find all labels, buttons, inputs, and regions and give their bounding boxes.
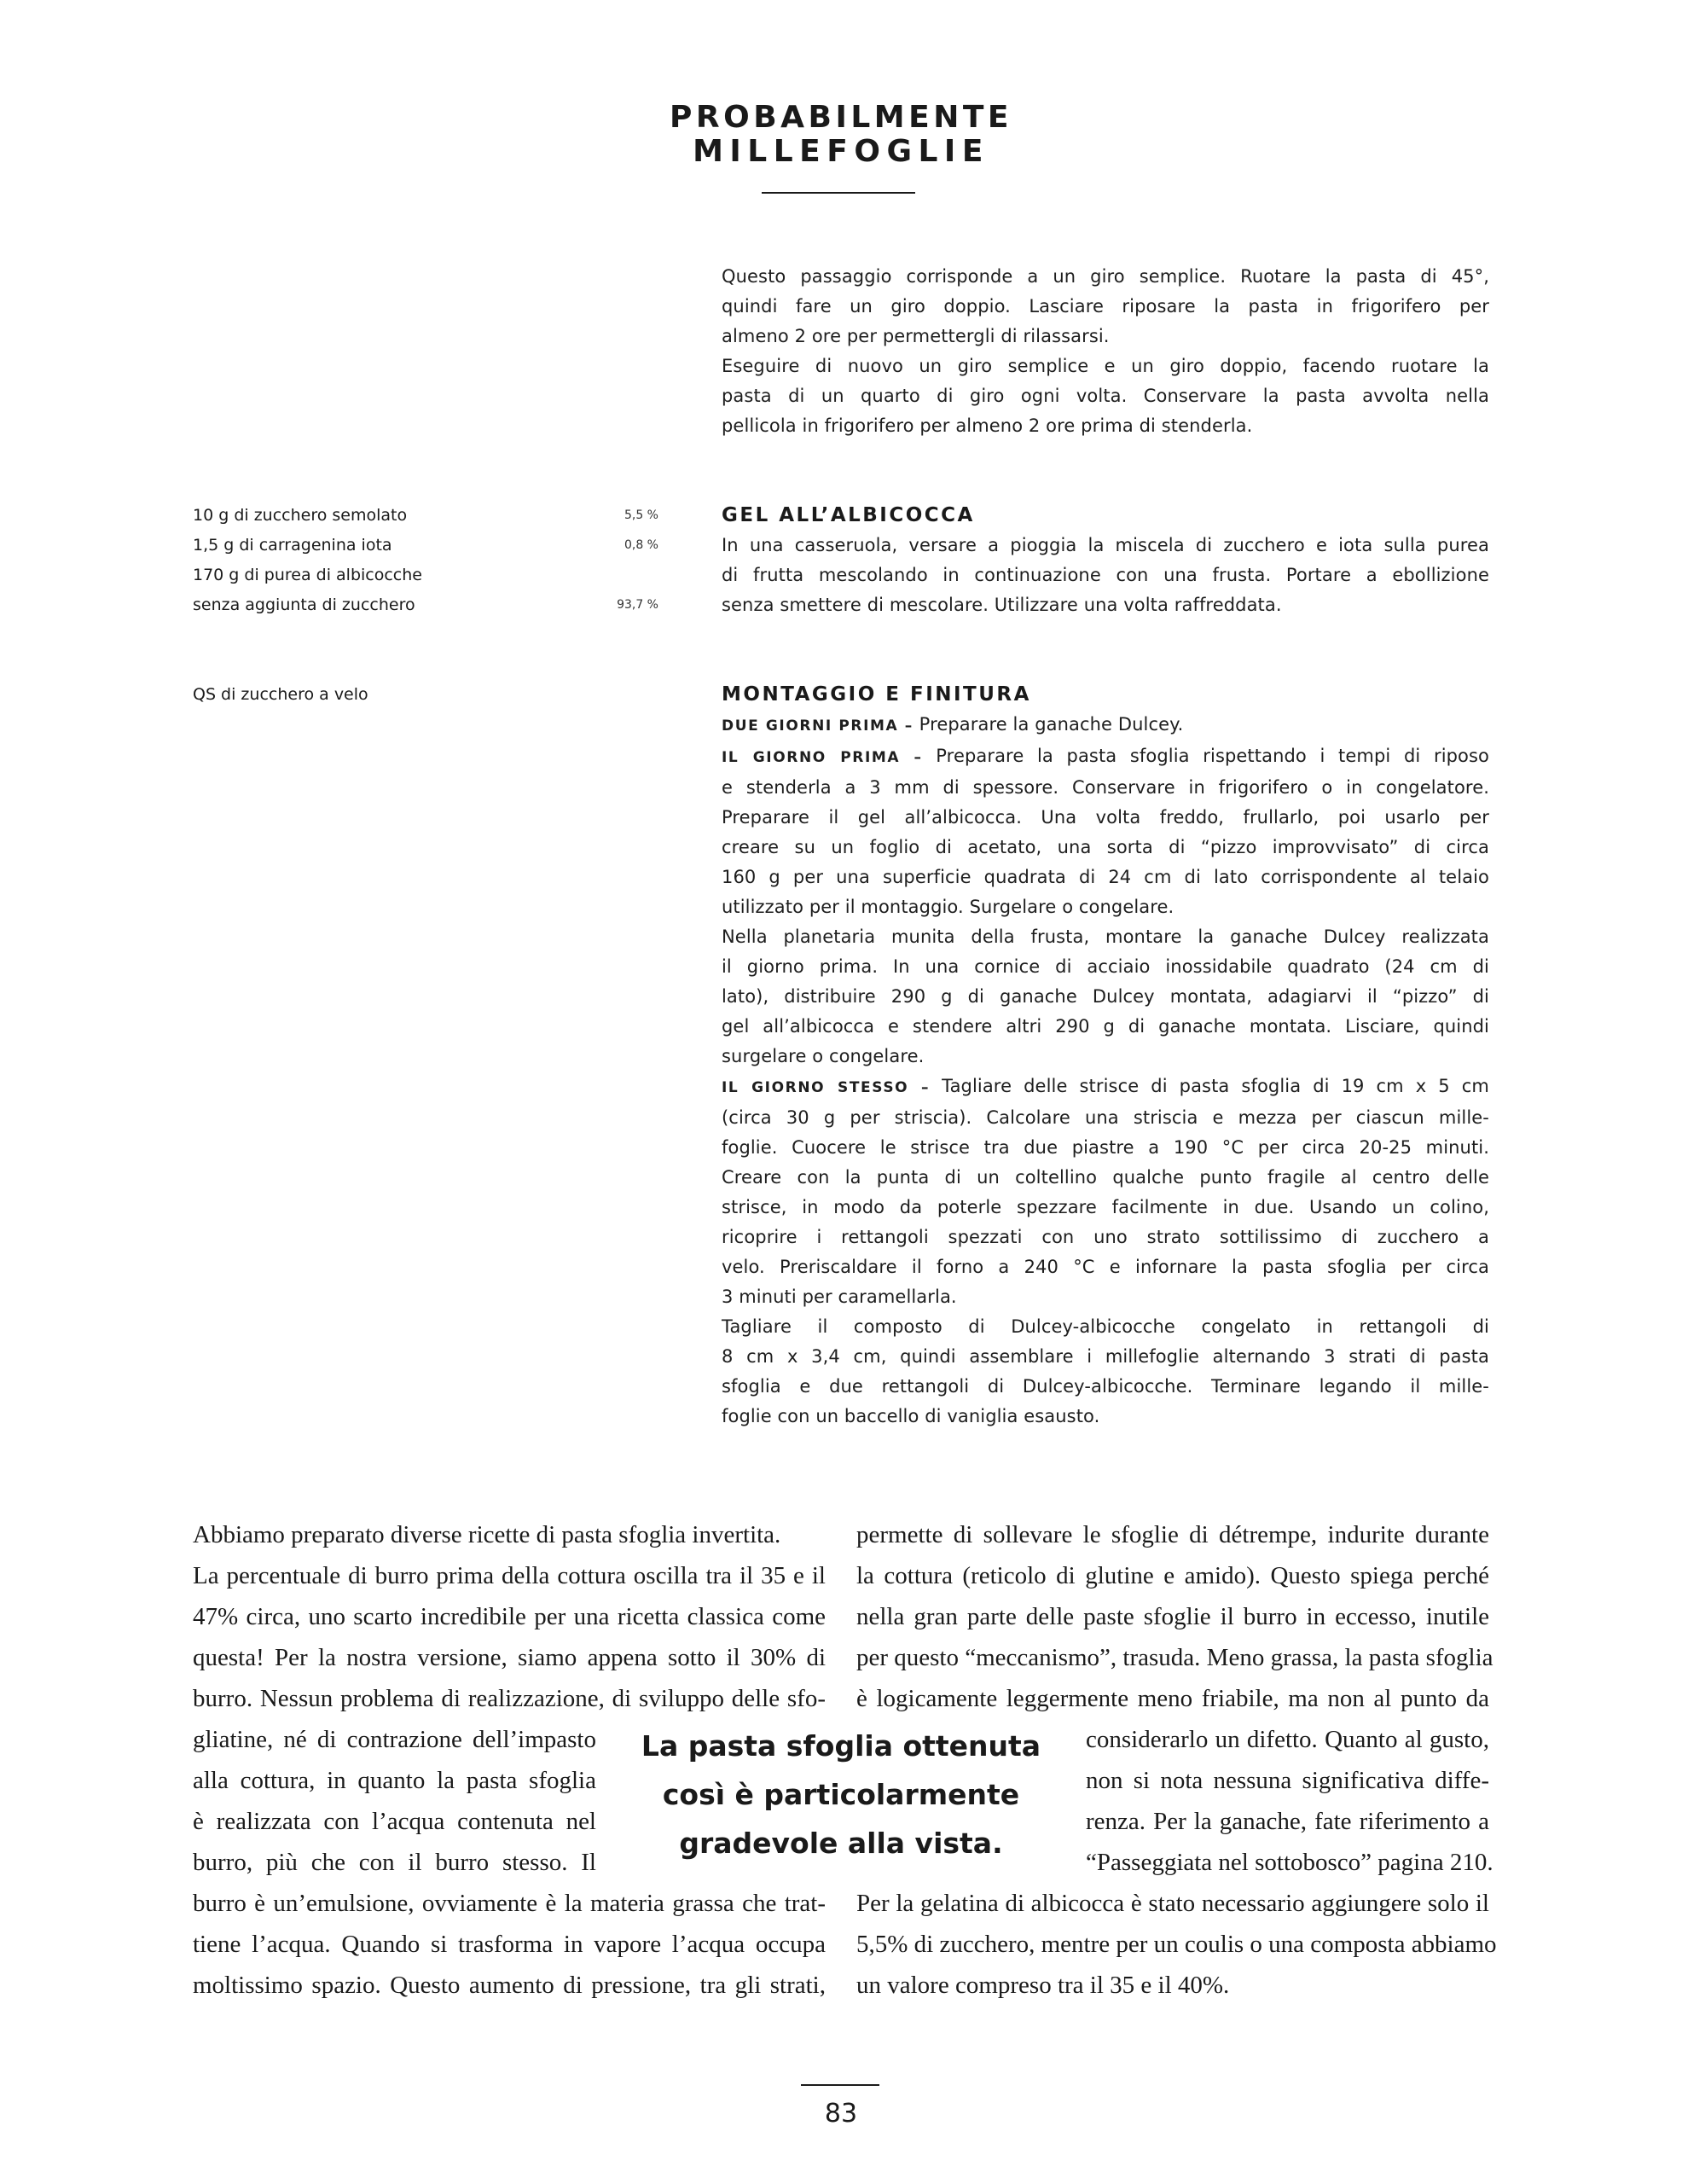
title-line-1: PROBABILMENTE: [670, 100, 1012, 135]
montaggio-ingredients: [193, 680, 658, 710]
essay-line: gliatine, né di contrazione dell’impasto: [193, 1726, 596, 1753]
step-line: [722, 741, 1489, 773]
step-line: creare su un foglio di acetato, una sorta di “pizzo improvvisato” di circa: [722, 837, 1489, 857]
step-line: ricoprire i rettangoli spezzati con uno strato sottilissimo di zucchero a: [722, 1227, 1489, 1247]
essay-line: un valore compreso tra il 35 e il 40%.: [856, 1972, 1230, 1999]
essay-right-mid: [1086, 1719, 1494, 1883]
step-line: [722, 710, 1489, 741]
essay-left-top: [193, 1514, 826, 1719]
essay-line: 5,5% di zucchero, mentre per un coulis o una composta abbiamo: [856, 1931, 1497, 1958]
title-line-2: MILLEFOGLIE: [693, 134, 989, 169]
page-title: [0, 101, 1682, 169]
step-line: utilizzato per il montaggio. Surgelare o congelare.: [722, 897, 1174, 917]
step-text: Preparare la ganache Dulcey.: [913, 714, 1184, 735]
essay-line: alla cottura, in quanto la pasta sfoglia: [193, 1767, 596, 1794]
essay-right-top: [856, 1514, 1494, 1719]
essay-line: questa! Per la nostra versione, siamo appena sotto il 30% di: [193, 1644, 826, 1671]
step-line: Tagliare il composto di Dulcey-albicocche congelato in rettangoli di: [722, 1316, 1489, 1337]
essay-line: burro, più che con il burro stesso. Il: [193, 1849, 596, 1876]
gel-line: In una casseruola, versare a pioggia la miscela di zucchero e iota sulla purea: [722, 535, 1489, 555]
essay-line: nella gran parte delle paste sfoglie il burro in eccesso, inutile: [856, 1603, 1489, 1630]
step-line: surgelare o congelare.: [722, 1046, 925, 1066]
step-line: [722, 1072, 1489, 1103]
page-number: 83: [824, 2099, 858, 2129]
essay-line: La percentuale di burro prima della cottura oscilla tra il 35 e il: [193, 1562, 826, 1589]
step-lead: IL GIORNO PRIMA –: [722, 749, 923, 766]
step-line: foglie con un baccello di vaniglia esausto.: [722, 1406, 1100, 1426]
step-line: gel all’albicocca e stendere altri 290 g di ganache montata. Lisciare, quindi: [722, 1016, 1489, 1037]
montaggio-heading: MONTAGGIO E FINITURA: [722, 683, 1031, 706]
essay-line: la cottura (reticolo di glutine e amido). Questo spiega perché: [856, 1562, 1489, 1589]
essay-left-mid: [193, 1719, 596, 1883]
intro-line: Eseguire di nuovo un giro semplice e un giro doppio, facendo ruotare la: [722, 356, 1489, 376]
essay-line: non si nota nessuna significativa diffe-: [1086, 1767, 1489, 1794]
step-line: (circa 30 g per striscia). Calcolare una striscia e mezza per ciascun mille-: [722, 1107, 1489, 1128]
ingredient-row: [193, 561, 658, 590]
step-line: sfoglia e due rettangoli di Dulcey-albicocche. Terminare legando il mille-: [722, 1376, 1489, 1397]
ingredient-percentage: 5,5 %: [624, 508, 658, 522]
essay-left-bottom: [193, 1883, 826, 2006]
step-text: Tagliare delle strisce di pasta sfoglia di 19 cm x 5 cm: [930, 1076, 1489, 1096]
ingredient-name: 1,5 g di carragenina iota: [193, 536, 392, 555]
quote-line: così è particolarmente: [662, 1778, 1020, 1811]
montaggio-method: [722, 710, 1489, 1432]
step-line: lato), distribuire 290 g di ganache Dulcey montata, adagiarvi il “pizzo” di: [722, 986, 1489, 1007]
step-line: 3 minuti per caramellarla.: [722, 1287, 957, 1307]
essay-line: Abbiamo preparato diverse ricette di pasta sfoglia invertita.: [193, 1521, 781, 1548]
essay-line: burro. Nessun problema di realizzazione, di sviluppo delle sfo-: [193, 1685, 826, 1712]
essay-line: tiene l’acqua. Quando si trasforma in vapore l’acqua occupa: [193, 1931, 826, 1958]
page-number-divider: [801, 2084, 879, 2086]
step-line: 160 g per una superficie quadrata di 24 cm di lato corrispondente al telaio: [722, 867, 1489, 887]
ingredient-row: [193, 590, 658, 620]
essay-line: moltissimo spazio. Questo aumento di pressione, tra gli strati,: [193, 1972, 826, 1999]
step-line: il giorno prima. In una cornice di acciaio inossidabile quadrato (24 cm di: [722, 956, 1489, 977]
quote-line: La pasta sfoglia ottenuta: [641, 1729, 1041, 1763]
gel-heading: GEL ALL’ALBICOCCA: [722, 504, 975, 526]
title-divider: [762, 192, 915, 194]
essay-right-bottom: [856, 1883, 1497, 2006]
essay-line: per questo “meccanismo”, trasuda. Meno grassa, la pasta sfoglia: [856, 1644, 1494, 1671]
intro-line: quindi fare un giro doppio. Lasciare riposare la pasta in frigorifero per: [722, 296, 1489, 317]
step-line: Preparare il gel all’albicocca. Una volta freddo, frullarlo, poi usarlo per: [722, 807, 1489, 828]
essay-line: Per la gelatina di albicocca è stato necessario aggiungere solo il: [856, 1890, 1489, 1917]
ingredient-name: senza aggiunta di zucchero: [193, 595, 415, 614]
ingredient-row: [193, 680, 658, 710]
ingredient-name: 170 g di purea di albicocche: [193, 566, 422, 584]
intro-line: almeno 2 ore per permettergli di rilassarsi.: [722, 326, 1110, 346]
essay-line: permette di sollevare le sfoglie di détrempe, indurite durante: [856, 1521, 1489, 1548]
step-line: Creare con la punta di un coltellino qualche punto fragile al centro delle: [722, 1167, 1489, 1188]
intro-line: Questo passaggio corrisponde a un giro semplice. Ruotare la pasta di 45°,: [722, 266, 1489, 287]
step-line: Nella planetaria munita della frusta, montare la ganache Dulcey realizzata: [722, 926, 1489, 947]
step-line: velo. Preriscaldare il forno a 240 °C e infornare la pasta sfoglia per circa: [722, 1257, 1489, 1277]
step-lead: IL GIORNO STESSO –: [722, 1079, 931, 1096]
intro-line: pasta di un quarto di giro ogni volta. Conservare la pasta avvolta nella: [722, 386, 1489, 406]
step-line: strisce, in modo da poterle spezzare facilmente in due. Usando un colino,: [722, 1197, 1489, 1217]
essay-line: “Passeggiata nel sottobosco” pagina 210.: [1086, 1849, 1494, 1876]
intro-paragraph: [722, 262, 1489, 441]
gel-method: [722, 531, 1489, 620]
ingredient-row: [193, 501, 658, 531]
essay-line: è realizzata con l’acqua contenuta nel: [193, 1808, 596, 1835]
gel-line: di frutta mescolando in continuazione con una frusta. Portare a ebollizione: [722, 565, 1489, 585]
pull-quote: [631, 1722, 1051, 1867]
essay-line: è logicamente leggermente meno friabile, ma non al punto da: [856, 1685, 1489, 1712]
ingredient-percentage: 0,8 %: [624, 538, 658, 552]
gel-ingredients: [193, 501, 658, 620]
essay-line: burro è un’emulsione, ovviamente è la materia grassa che trat-: [193, 1890, 826, 1917]
step-lead: DUE GIORNI PRIMA –: [722, 717, 914, 735]
step-text: Preparare la pasta sfoglia rispettando i tempi di riposo: [922, 746, 1489, 766]
ingredient-row: [193, 531, 658, 561]
step-line: 8 cm x 3,4 cm, quindi assemblare i millefoglie alternando 3 strati di pasta: [722, 1346, 1489, 1367]
ingredient-name: 10 g di zucchero semolato: [193, 506, 408, 525]
essay-line: renza. Per la ganache, fate riferimento a: [1086, 1808, 1489, 1835]
gel-line: senza smettere di mescolare. Utilizzare una volta raffreddata.: [722, 595, 1282, 615]
quote-line: gradevole alla vista.: [679, 1827, 1003, 1860]
ingredient-percentage: 93,7 %: [617, 598, 658, 612]
intro-line: pellicola in frigorifero per almeno 2 ore prima di stenderla.: [722, 415, 1253, 436]
essay-line: considerarlo un difetto. Quanto al gusto,: [1086, 1726, 1489, 1753]
ingredient-name: QS di zucchero a velo: [193, 685, 368, 704]
step-line: e stenderla a 3 mm di spessore. Conservare in frigorifero o in congelatore.: [722, 777, 1489, 798]
step-line: foglie. Cuocere le strisce tra due piastre a 190 °C per circa 20-25 minuti.: [722, 1137, 1489, 1158]
essay-line: 47% circa, uno scarto incredibile per una ricetta classica come: [193, 1603, 826, 1630]
